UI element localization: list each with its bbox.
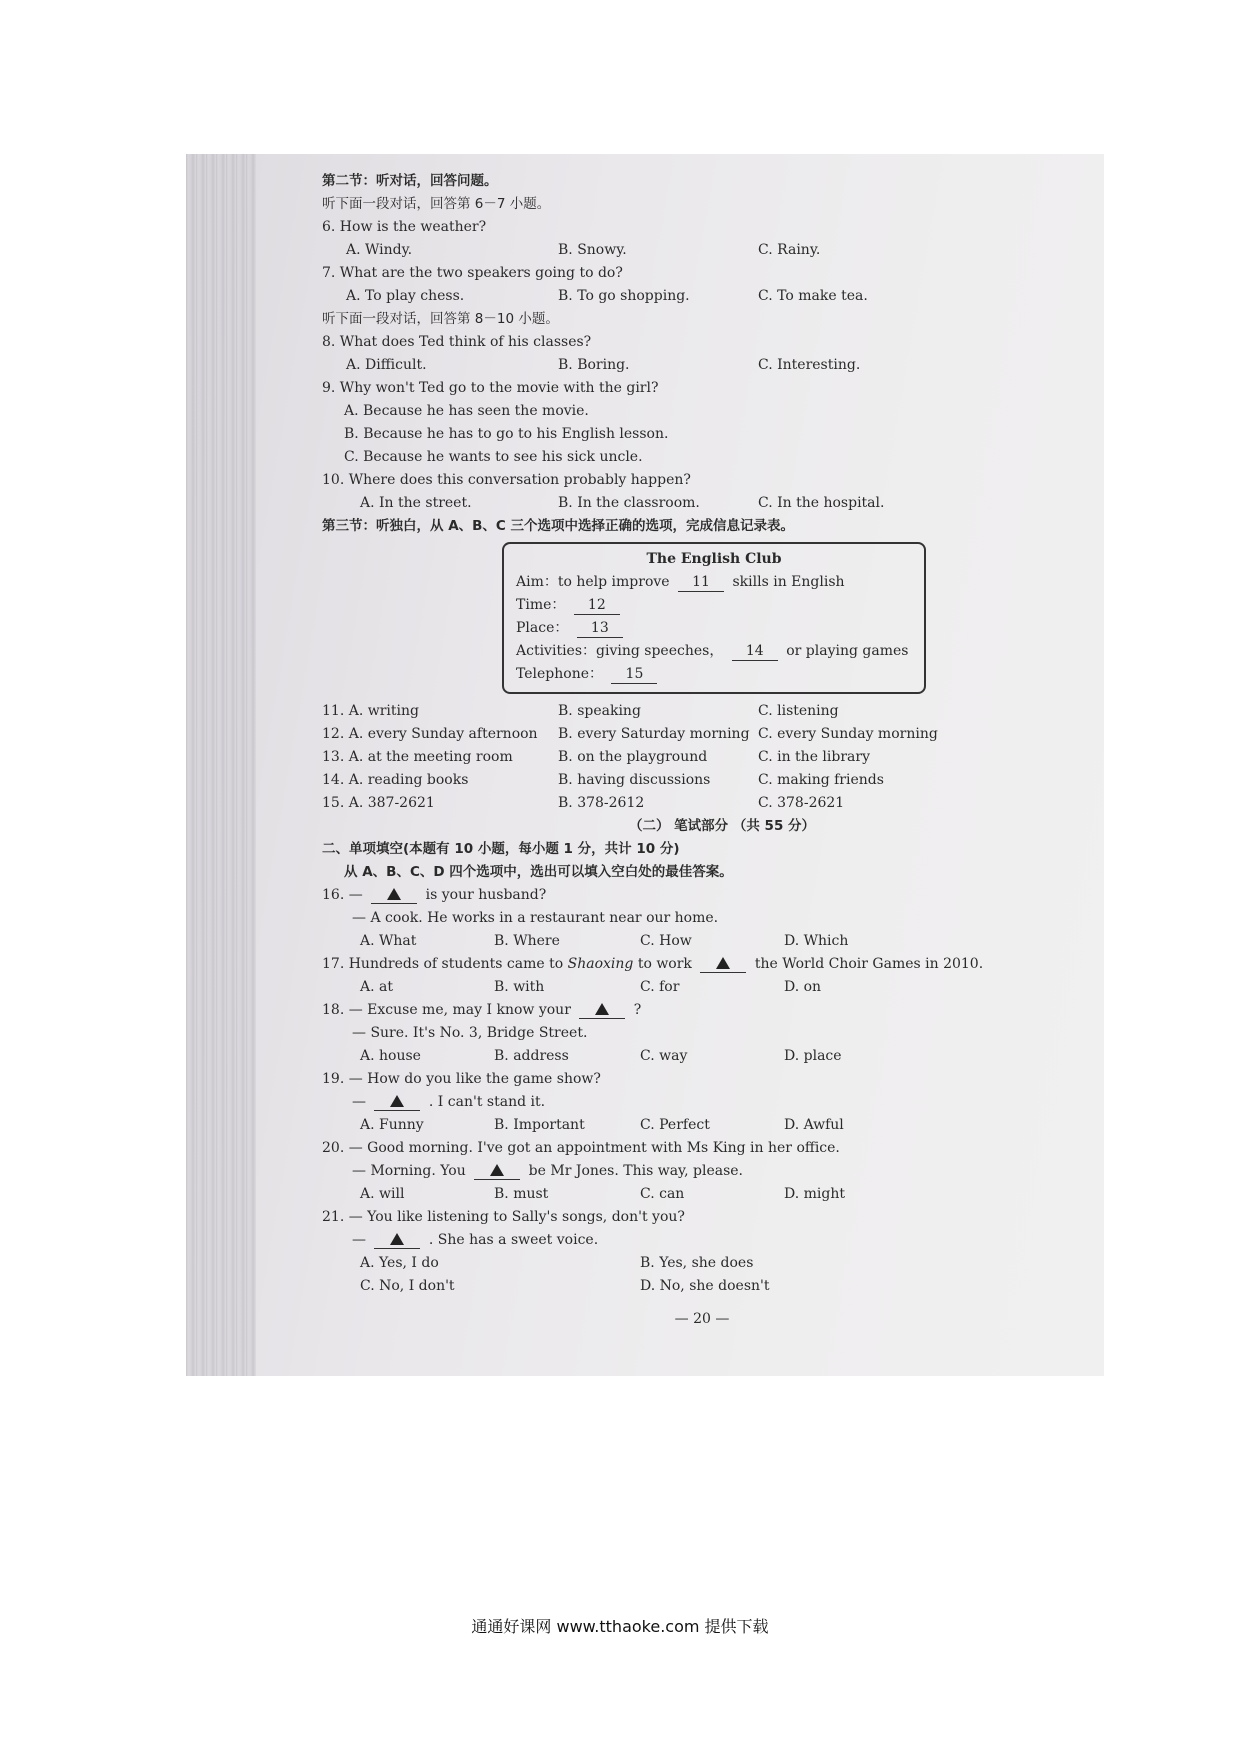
- q12-option-a: 12. A. every Sunday afternoon: [322, 726, 538, 742]
- q20-line1: 20. — Good morning. I've got an appointment with Ms King in her office.: [322, 1140, 840, 1156]
- q11-options: [322, 700, 1082, 723]
- q18-pre: 18. — Excuse me, may I know your: [322, 1002, 571, 1018]
- aim-rest: skills in English: [732, 574, 845, 590]
- q17-place: Shaoxing: [567, 956, 634, 972]
- club-title: The English Club: [646, 551, 782, 567]
- q19-blank: [374, 1094, 420, 1111]
- q10-option-c: C. In the hospital.: [758, 495, 885, 511]
- q15-option-a: 15. A. 387-2621: [322, 795, 435, 811]
- q21-blank: [374, 1232, 420, 1249]
- stacked-page-edges: [186, 154, 256, 1376]
- page-number: — 20 —: [674, 1311, 730, 1327]
- q18-option-b: B. address: [494, 1048, 569, 1064]
- q13-options: [322, 746, 1082, 769]
- q15-options: [322, 792, 1082, 815]
- q8-option-b: B. Boring.: [558, 357, 630, 373]
- q8-option-c: C. Interesting.: [758, 357, 861, 373]
- single-choice-heading: 二、单项填空(本题有 10 小题，每小题 1 分，共计 10 分): [322, 841, 680, 857]
- q19-option-d: D. Awful: [784, 1117, 844, 1133]
- q21-option-a: A. Yes, I do: [360, 1255, 439, 1271]
- q17-blank: [700, 956, 746, 973]
- q15-option-b: B. 378-2612: [558, 795, 645, 811]
- q14-option-b: B. having discussions: [558, 772, 711, 788]
- q11-option-c: C. listening: [758, 703, 839, 719]
- q13-option-b: B. on the playground: [558, 749, 708, 765]
- intro-6-7: 听下面一段对话，回答第 6－7 小题。: [322, 196, 551, 212]
- place-label: Place：: [516, 620, 569, 636]
- q6-option-a: A. Windy.: [346, 242, 413, 258]
- q16-option-b: B. Where: [494, 933, 560, 949]
- activities-blank: 14: [732, 642, 778, 661]
- q10-option-a: A. In the street.: [360, 495, 472, 511]
- q18-option-a: A. house: [360, 1048, 421, 1064]
- q21-option-d: D. No, she doesn't: [640, 1278, 770, 1294]
- q16-option-d: D. Which: [784, 933, 849, 949]
- q19-dash: —: [352, 1094, 366, 1110]
- q10-option-b: B. In the classroom.: [558, 495, 700, 511]
- q21-option-c: C. No, I don't: [360, 1278, 455, 1294]
- q19-option-b: B. Important: [494, 1117, 585, 1133]
- q19-line2: [322, 1091, 1082, 1114]
- q21-options-row2: [322, 1275, 1082, 1298]
- q18-line2: — Sure. It's No. 3, Bridge Street.: [352, 1025, 588, 1041]
- q20-post: be Mr Jones. This way, please.: [528, 1163, 743, 1179]
- q17-option-b: B. with: [494, 979, 545, 995]
- q9-question: 9. Why won't Ted go to the movie with the girl?: [322, 380, 659, 396]
- q21-line1: 21. — You like listening to Sally's songs, don't you?: [322, 1209, 685, 1225]
- q16-dash: —: [348, 887, 363, 903]
- english-club-info-table: [502, 542, 926, 694]
- q9-option-b: B. Because he has to go to his English lesson.: [344, 426, 669, 442]
- aim-label: Aim：to help improve: [516, 574, 670, 590]
- download-footer: 通通好课网 www.tthaoke.com 提供下载: [471, 1617, 769, 1636]
- q20-option-c: C. can: [640, 1186, 685, 1202]
- q6-options: [322, 239, 1082, 262]
- q15-option-c: C. 378-2621: [758, 795, 845, 811]
- club-time-row: [516, 594, 912, 617]
- q21-line2: [322, 1229, 1082, 1252]
- q16-blank: [371, 887, 417, 904]
- telephone-blank: 15: [611, 665, 657, 684]
- q9-option-a: A. Because he has seen the movie.: [344, 403, 589, 419]
- q16-line2: — A cook. He works in a restaurant near our home.: [352, 910, 719, 926]
- activities-rest: or playing games: [786, 643, 909, 659]
- q13-option-c: C. in the library: [758, 749, 870, 765]
- scanned-page-photo: [186, 154, 1104, 1376]
- q19-line1: 19. — How do you like the game show?: [322, 1071, 601, 1087]
- time-blank: 12: [574, 596, 620, 615]
- q8-question: 8. What does Ted think of his classes?: [322, 334, 592, 350]
- q19-option-a: A. Funny: [360, 1117, 424, 1133]
- q7-question: 7. What are the two speakers going to do?: [322, 265, 623, 281]
- aim-blank: 11: [678, 573, 724, 592]
- q8-options: [322, 354, 1082, 377]
- q20-option-b: B. must: [494, 1186, 549, 1202]
- q17-post: the World Choir Games in 2010.: [754, 956, 984, 972]
- q18-option-c: C. way: [640, 1048, 688, 1064]
- q11-option-b: B. speaking: [558, 703, 641, 719]
- q12-options: [322, 723, 1082, 746]
- blank-triangle-icon: [390, 1233, 404, 1245]
- blank-triangle-icon: [390, 1095, 404, 1107]
- q20-line2: [322, 1160, 1082, 1183]
- q16-text: is your husband?: [425, 887, 547, 903]
- q18-blank: [579, 1002, 625, 1019]
- blank-triangle-icon: [595, 1003, 609, 1015]
- q17-option-c: C. for: [640, 979, 680, 995]
- q17-line1: [322, 953, 1082, 976]
- q17-mid: to work: [637, 956, 692, 972]
- q11-option-a: 11. A. writing: [322, 703, 419, 719]
- q13-option-a: 13. A. at the meeting room: [322, 749, 513, 765]
- blank-triangle-icon: [387, 888, 401, 900]
- q21-post: . She has a sweet voice.: [428, 1232, 599, 1248]
- q18-line1: [322, 999, 1082, 1022]
- q19-option-c: C. Perfect: [640, 1117, 710, 1133]
- q16-number: 16.: [322, 887, 345, 903]
- exam-content: [322, 170, 1082, 1331]
- q16-options: [322, 930, 1082, 953]
- q10-question: 10. Where does this conversation probably happen?: [322, 472, 691, 488]
- q16-option-c: C. How: [640, 933, 692, 949]
- q21-options-row1: [322, 1252, 1082, 1275]
- q7-option-a: A. To play chess.: [346, 288, 465, 304]
- q10-options: [322, 492, 1082, 515]
- q12-option-b: B. every Saturday morning: [558, 726, 750, 742]
- q18-option-d: D. place: [784, 1048, 842, 1064]
- telephone-label: Telephone：: [516, 666, 604, 682]
- club-telephone-row: [516, 663, 912, 686]
- time-label: Time：: [516, 597, 566, 613]
- single-choice-instruction: 从 A、B、C、D 四个选项中，选出可以填入空白处的最佳答案。: [344, 864, 733, 880]
- q6-question: 6. How is the weather?: [322, 219, 487, 235]
- q19-options: [322, 1114, 1082, 1137]
- q8-option-a: A. Difficult.: [346, 357, 427, 373]
- blank-triangle-icon: [716, 957, 730, 969]
- activities-label: Activities：giving speeches，: [516, 643, 724, 659]
- club-aim-row: [516, 571, 912, 594]
- q20-options: [322, 1183, 1082, 1206]
- q17-option-d: D. on: [784, 979, 822, 995]
- q6-option-b: B. Snowy.: [558, 242, 627, 258]
- q14-option-c: C. making friends: [758, 772, 884, 788]
- q18-options: [322, 1045, 1082, 1068]
- q17-options: [322, 976, 1082, 999]
- q7-option-b: B. To go shopping.: [558, 288, 690, 304]
- q18-post: ?: [633, 1002, 642, 1018]
- q20-option-a: A. will: [360, 1186, 405, 1202]
- club-activities-row: [516, 640, 912, 663]
- q16-option-a: A. What: [360, 933, 417, 949]
- part2-title: （二） 笔试部分 （共 55 分）: [628, 818, 816, 834]
- q16-line1: [322, 884, 1082, 907]
- q19-post: . I can't stand it.: [428, 1094, 546, 1110]
- q7-options: [322, 285, 1082, 308]
- section3-heading: 第三节：听独白，从 A、B、C 三个选项中选择正确的选项，完成信息记录表。: [322, 518, 795, 534]
- q20-pre: — Morning. You: [352, 1163, 466, 1179]
- q17-option-a: A. at: [360, 979, 393, 995]
- q9-option-c: C. Because he wants to see his sick uncle.: [344, 449, 643, 465]
- q17-pre: 17. Hundreds of students came to: [322, 956, 564, 972]
- q14-option-a: 14. A. reading books: [322, 772, 469, 788]
- place-blank: 13: [577, 619, 623, 638]
- q21-option-b: B. Yes, she does: [640, 1255, 754, 1271]
- q21-dash: —: [352, 1232, 366, 1248]
- q14-options: [322, 769, 1082, 792]
- q6-option-c: C. Rainy.: [758, 242, 821, 258]
- q20-blank: [474, 1163, 520, 1180]
- blank-triangle-icon: [490, 1164, 504, 1176]
- section2-heading: 第二节：听对话，回答问题。: [322, 173, 498, 189]
- q12-option-c: C. every Sunday morning: [758, 726, 938, 742]
- club-place-row: [516, 617, 912, 640]
- intro-8-10: 听下面一段对话，回答第 8－10 小题。: [322, 311, 559, 327]
- q7-option-c: C. To make tea.: [758, 288, 868, 304]
- q20-option-d: D. might: [784, 1186, 845, 1202]
